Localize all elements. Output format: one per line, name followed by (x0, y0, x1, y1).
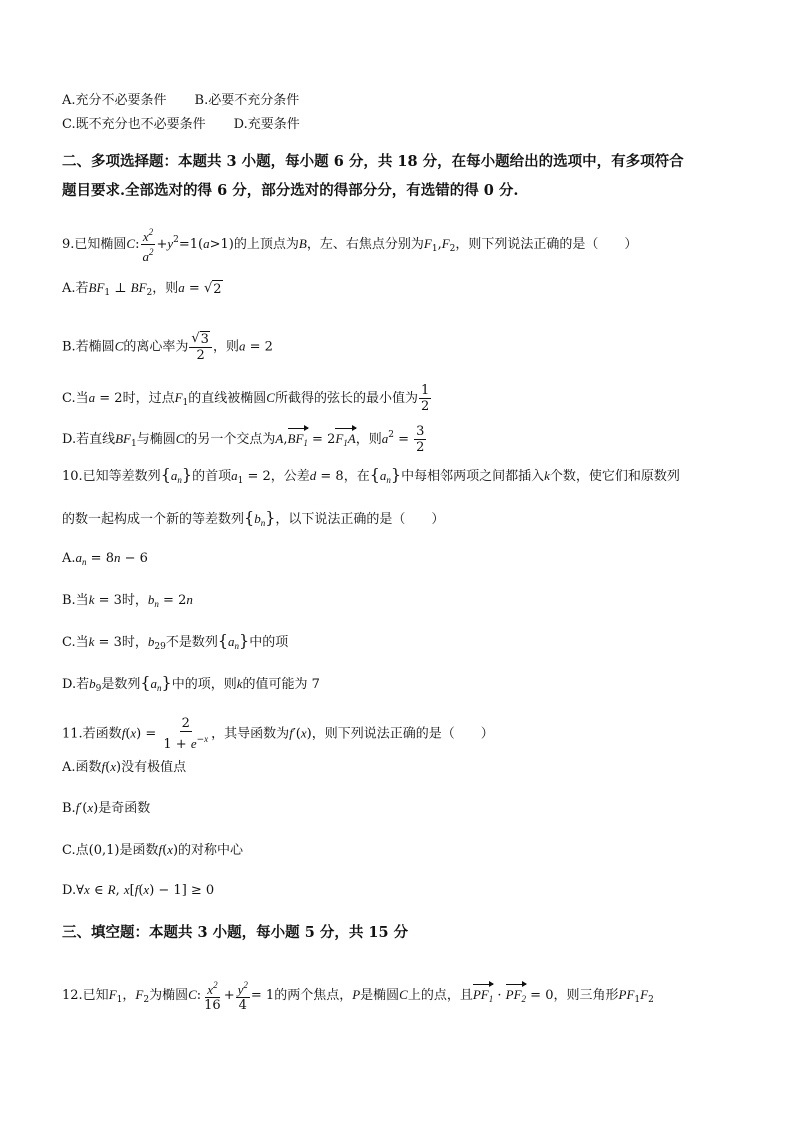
section2-title-line1: 二、多项选择题：本题共 3 小题，每小题 6 分，共 18 分，在每小题给出的选项中，有多项符合 (62, 153, 684, 170)
q10-option-a: $A.a_n = 8n - 6$ (62, 550, 148, 567)
q10-stem-line2: 的数一起构成一个新的等差数列$\{b_n\}$，以下说法正确的是（ ） (62, 508, 445, 528)
q10-option-d: D.若$b_9$是数列$\{a_n\}$中的项，则k的值可能为 7 (62, 673, 320, 694)
q9-stem: 9.已知椭圆C: $\frac{x^2}{a^2}$ $+y^2=1(a>1)$的上顶点为B，左、右焦点分别为$F_1,F_2$，则下列说法正确的是（ ） (62, 227, 638, 264)
q8-option-c: C.既不充分也不必要条件 (62, 117, 206, 132)
q11-option-c: C.点(0,1)是函数f(x)的对称中心 (62, 842, 244, 858)
q11-option-d: D.∀x ∈ R, x[f(x) − 1] ≥ 0 (62, 882, 215, 898)
q9-option-b: B.若椭圆C的离心率为 √ 3 2 ，则a = 2 (62, 331, 273, 363)
q8-options-row2 (62, 116, 300, 134)
q10-option-c: C.当k = 3时，$b_{29}$不是数列$\{a_n\}$中的项 (62, 631, 289, 652)
q8-options-row1 (62, 92, 299, 110)
q10-option-b: B.当k = 3时，$b_n = 2n$ (62, 592, 193, 609)
q9-option-c: C.当a = 2时，过点$F_1$的直线被椭圆C所截得的弦长的最小值为 $\frac{1}{2}$ (62, 383, 430, 414)
q8-option-d: D.充要条件 (233, 117, 300, 132)
q11-option-a: A.函数f(x)没有极值点 (62, 759, 187, 775)
q8-option-a: A.充分不必要条件 (62, 93, 167, 108)
q8-option-b: B.必要不充分条件 (194, 93, 300, 108)
q9-option-d: D.若直线$BF_1$与椭圆C的另一个交点为$A,BF_1 = 2F_1A$，则$a^2$ = $\frac{3}{2}$ (62, 424, 425, 455)
q10-stem-line1: 10.已知等差数列$\{a_n\}$的首项$a_1 = 2$，公差d = 8，在$\{a_n\}$中每相邻两项之间都插入k个数，使它们和原数列 (62, 465, 680, 486)
q11-stem: 11.若函数f(x) = $\frac{2}{1 + e^{-x}}$ ，其导函数为f′(x)，则下列说法正确的是（ ） (62, 716, 494, 752)
section2-title-line2: 题目要求.全部选对的得 6 分，部分选对的得部分分，有选错的得 0 分. (62, 182, 519, 199)
section3-title: 三、填空题：本题共 3 小题，每小题 5 分，共 15 分 (62, 924, 409, 941)
q9-option-a: A.若$BF_1$ ⊥ $BF_2$，则a = √ 2 (62, 280, 222, 298)
q12-stem: 12.已知$F_1$，$F_2$为椭圆C: $\frac{x^2}{16}$ + $\frac{y^2}{4}$ = 1的两个焦点，P是椭圆C上的点，且$PF_1 \cdot PF_2 = 0$，则三角形$PF_1F_2$ (62, 980, 654, 1013)
q11-option-b: B.f′(x)是奇函数 (62, 800, 151, 816)
